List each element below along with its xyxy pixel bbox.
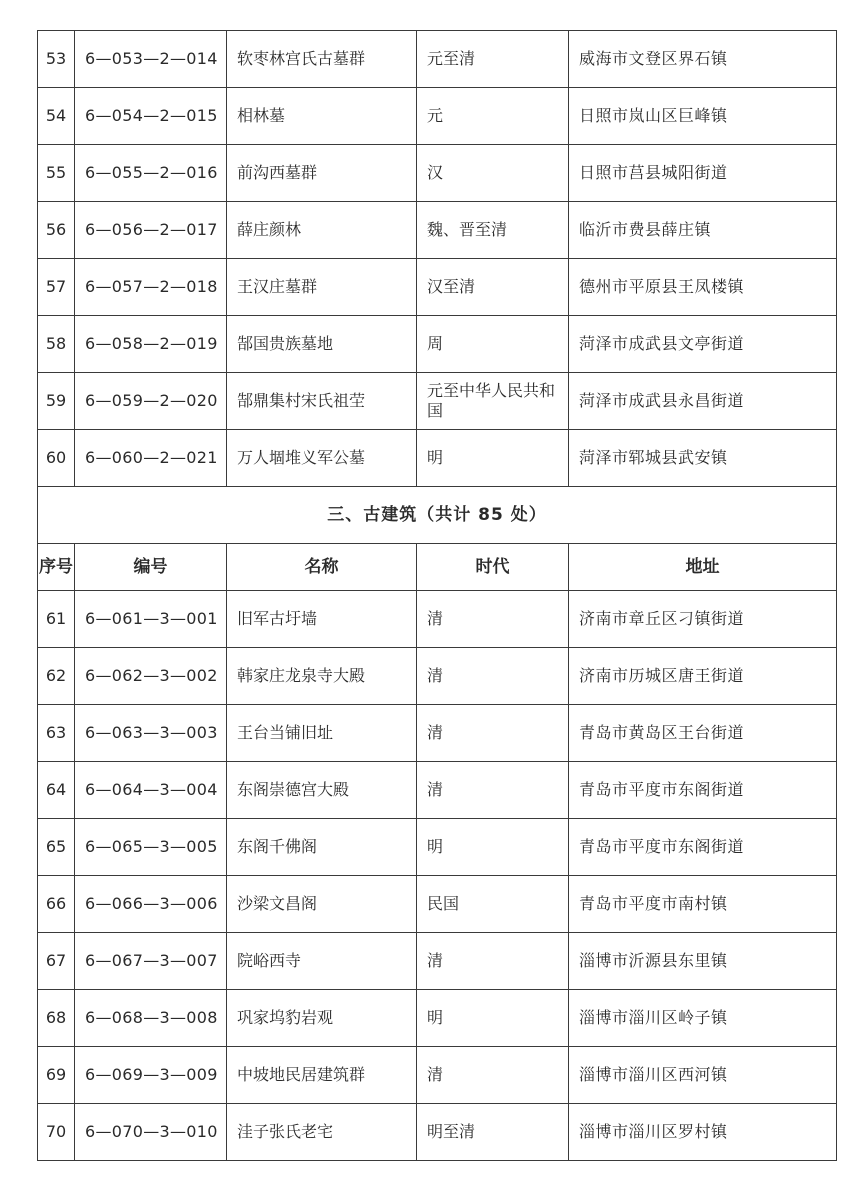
header-code: 编号 [75,544,227,591]
row-code: 6—060—2—021 [75,430,227,487]
row-name: 东阁崇德宫大殿 [227,762,417,819]
row-name: 巩家坞豹岩观 [227,990,417,1047]
table-row [38,819,837,876]
row-code: 6—053—2—014 [75,31,227,88]
row-era: 清 [417,762,569,819]
row-address: 淄博市淄川区罗村镇 [569,1104,837,1161]
row-number: 57 [38,259,75,316]
row-era: 明至清 [417,1104,569,1161]
row-code: 6—058—2—019 [75,316,227,373]
row-era: 清 [417,933,569,990]
row-name: 郜鼎集村宋氏祖茔 [227,373,417,430]
row-number: 53 [38,31,75,88]
row-era: 明 [417,990,569,1047]
section-heading-group [38,487,837,591]
row-address: 临沂市费县薛庄镇 [569,202,837,259]
row-name: 洼子张氏老宅 [227,1104,417,1161]
row-era: 民国 [417,876,569,933]
table-row [38,990,837,1047]
row-number: 68 [38,990,75,1047]
row-name: 万人堌堆义军公墓 [227,430,417,487]
table-row [38,1047,837,1104]
row-era: 清 [417,591,569,648]
row-number: 69 [38,1047,75,1104]
row-number: 67 [38,933,75,990]
table-row [38,705,837,762]
row-address: 淄博市沂源县东里镇 [569,933,837,990]
row-name: 王台当铺旧址 [227,705,417,762]
row-number: 63 [38,705,75,762]
row-number: 55 [38,145,75,202]
row-era: 清 [417,705,569,762]
table-row [38,762,837,819]
row-number: 64 [38,762,75,819]
row-number: 70 [38,1104,75,1161]
row-code: 6—057—2—018 [75,259,227,316]
row-era: 元 [417,88,569,145]
row-address: 菏泽市成武县文亭街道 [569,316,837,373]
row-address: 济南市历城区唐王街道 [569,648,837,705]
row-name: 软枣林宫氏古墓群 [227,31,417,88]
row-code: 6—059—2—020 [75,373,227,430]
row-era: 清 [417,648,569,705]
table-body-buildings [38,591,837,1161]
header-address: 地址 [569,544,837,591]
row-address: 淄博市淄川区岭子镇 [569,990,837,1047]
row-code: 6—054—2—015 [75,88,227,145]
row-address: 淄博市淄川区西河镇 [569,1047,837,1104]
row-number: 61 [38,591,75,648]
row-address: 济南市章丘区刁镇街道 [569,591,837,648]
header-era: 时代 [417,544,569,591]
row-code: 6—063—3—003 [75,705,227,762]
row-era: 明 [417,430,569,487]
section-heading-row [38,487,837,544]
row-number: 60 [38,430,75,487]
row-code: 6—061—3—001 [75,591,227,648]
table-row [38,316,837,373]
row-address: 青岛市平度市南村镇 [569,876,837,933]
row-number: 54 [38,88,75,145]
row-code: 6—065—3—005 [75,819,227,876]
table-row [38,202,837,259]
row-address: 青岛市平度市东阁街道 [569,762,837,819]
row-code: 6—055—2—016 [75,145,227,202]
row-era: 元至中华人民共和国 [417,373,569,430]
table-row [38,31,837,88]
row-address: 菏泽市成武县永昌街道 [569,373,837,430]
row-address: 青岛市黄岛区王台街道 [569,705,837,762]
row-address: 德州市平原县王凤楼镇 [569,259,837,316]
row-address: 日照市岚山区巨峰镇 [569,88,837,145]
table-row [38,591,837,648]
row-name: 薛庄颜林 [227,202,417,259]
table-body-tombs [38,31,837,487]
row-era: 汉至清 [417,259,569,316]
row-number: 56 [38,202,75,259]
row-name: 前沟西墓群 [227,145,417,202]
row-number: 58 [38,316,75,373]
row-number: 65 [38,819,75,876]
table-row [38,373,837,430]
row-code: 6—062—3—002 [75,648,227,705]
column-header-row [38,544,837,591]
row-address: 菏泽市郓城县武安镇 [569,430,837,487]
row-name: 郜国贵族墓地 [227,316,417,373]
row-era: 明 [417,819,569,876]
row-name: 韩家庄龙泉寺大殿 [227,648,417,705]
table-row [38,876,837,933]
row-name: 院峪西寺 [227,933,417,990]
header-name: 名称 [227,544,417,591]
row-name: 相林墓 [227,88,417,145]
row-number: 62 [38,648,75,705]
row-era: 清 [417,1047,569,1104]
row-address: 青岛市平度市东阁街道 [569,819,837,876]
row-code: 6—069—3—009 [75,1047,227,1104]
row-era: 元至清 [417,31,569,88]
table-row [38,933,837,990]
table-row [38,430,837,487]
row-era: 魏、晋至清 [417,202,569,259]
table-row [38,648,837,705]
row-name: 东阁千佛阁 [227,819,417,876]
row-number: 59 [38,373,75,430]
row-name: 中坡地民居建筑群 [227,1047,417,1104]
row-name: 王汉庄墓群 [227,259,417,316]
row-address: 威海市文登区界石镇 [569,31,837,88]
table-row [38,145,837,202]
row-code: 6—066—3—006 [75,876,227,933]
row-era: 汉 [417,145,569,202]
table-row [38,88,837,145]
row-name: 沙梁文昌阁 [227,876,417,933]
row-code: 6—068—3—008 [75,990,227,1047]
table-row [38,259,837,316]
row-code: 6—067—3—007 [75,933,227,990]
row-code: 6—064—3—004 [75,762,227,819]
row-number: 66 [38,876,75,933]
row-address: 日照市莒县城阳街道 [569,145,837,202]
row-name: 旧军古圩墙 [227,591,417,648]
row-era: 周 [417,316,569,373]
table-row [38,1104,837,1161]
section-title: 三、古建筑（共计 85 处） [38,487,837,544]
heritage-list-table [37,30,837,1161]
header-no: 序号 [38,544,75,591]
row-code: 6—056—2—017 [75,202,227,259]
row-code: 6—070—3—010 [75,1104,227,1161]
